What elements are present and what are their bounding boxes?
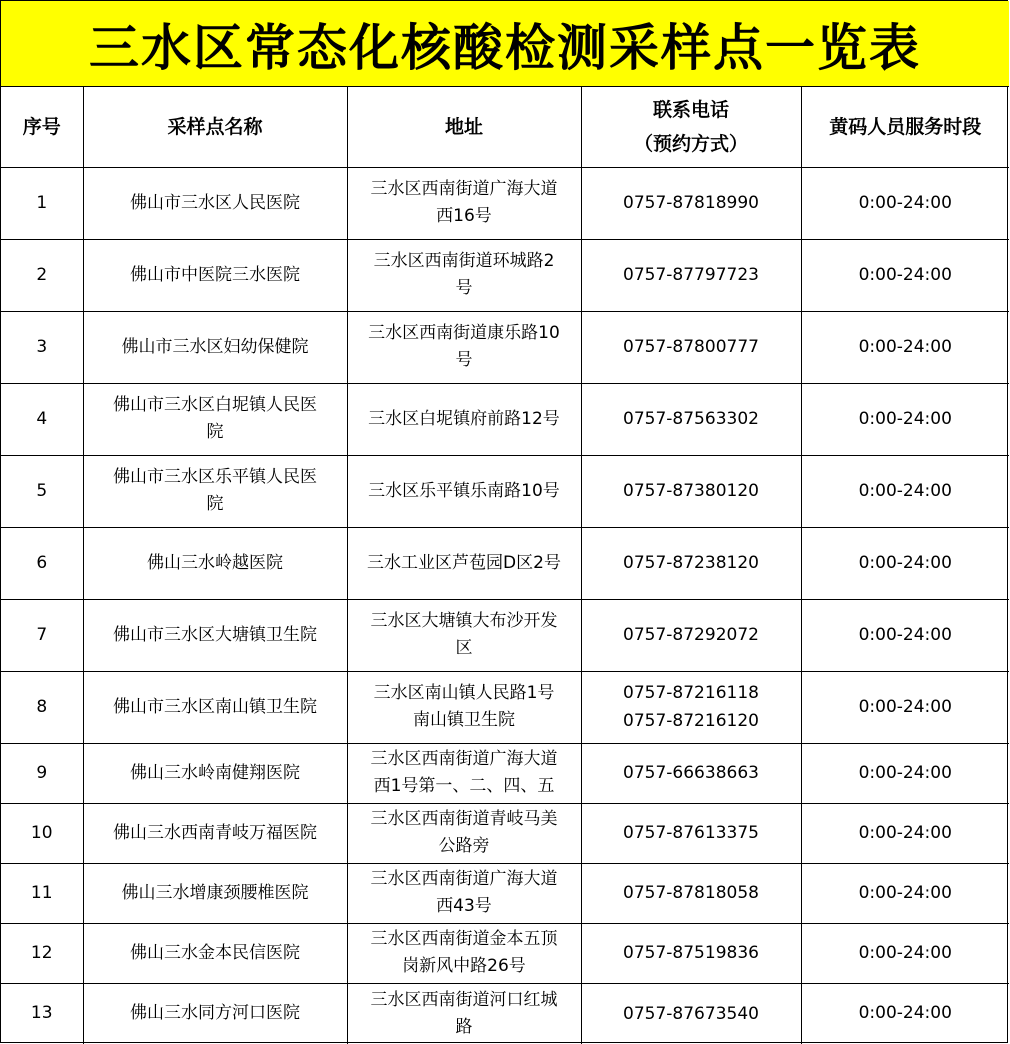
table-body [1,167,1009,1044]
row-number: 13 [1,983,83,1044]
site-address-line: 区 [455,638,473,658]
site-address [347,923,581,983]
site-address [347,599,581,671]
site-address-line: 三水区西南街道青岐马美 [370,809,558,829]
site-name-line: 院 [206,494,224,514]
site-name [83,983,347,1044]
site-name-line: 佛山市三水区南山镇卫生院 [113,696,317,717]
header-phone-line: （预约方式） [633,132,748,155]
site-address-line: 三水区西南街道河口红城 [370,989,558,1010]
header-site-name-line: 采样点名称 [167,115,263,138]
table-row [1,983,1009,1044]
sampling-sites-table [1,87,1009,1044]
site-name-line: 佛山市三水区乐平镇人民医 [113,467,317,487]
site-address [347,527,581,599]
row-number: 6 [1,527,83,599]
site-phone [581,455,801,527]
site-phone-line: 0757-87818990 [623,193,759,213]
site-phone [581,239,801,311]
site-name-line: 佛山三水增康颈腰椎医院 [121,882,309,903]
header-yellow-code-hours-line: 黄码人员服务时段 [829,115,982,138]
table-row [1,239,1009,311]
site-name-line: 佛山三水同方河口医院 [130,1003,300,1024]
site-name [83,527,347,599]
site-address-line: 三水区西南街道环城路2 [373,251,555,271]
row-number: 7 [1,599,83,671]
service-hours: 0:00-24:00 [801,863,1009,923]
site-phone-line: 0757-87216118 [623,683,759,703]
site-phone [581,803,801,863]
site-address [347,983,581,1044]
site-address [347,383,581,455]
table-row [1,167,1009,239]
site-phone-line: 0757-87673540 [623,1003,759,1024]
site-name [83,803,347,863]
row-number: 2 [1,239,83,311]
header-no [1,87,83,167]
service-hours: 0:00-24:00 [801,983,1009,1044]
site-phone-line: 0757-66638663 [623,763,759,783]
row-number: 3 [1,311,83,383]
site-address [347,311,581,383]
site-address-line: 南山镇卫生院 [413,710,515,730]
site-name [83,743,347,803]
site-phone [581,923,801,983]
site-phone [581,671,801,743]
row-number: 11 [1,863,83,923]
site-name [83,239,347,311]
site-address-line: 号 [455,278,473,298]
table-row [1,923,1009,983]
site-phone-line: 0757-87380120 [623,481,759,501]
site-address [347,743,581,803]
site-name [83,863,347,923]
header-phone [581,87,801,167]
site-phone [581,863,801,923]
table-header [1,87,1009,167]
table-row [1,599,1009,671]
site-address-line: 三水工业区芦苞园D区2号 [367,552,561,573]
service-hours: 0:00-24:00 [801,239,1009,311]
site-address-line: 西16号 [436,206,492,226]
site-address-line: 三水区西南街道广海大道 [370,869,558,889]
site-address-line: 三水区西南街道康乐路10 [368,323,560,343]
site-phone [581,983,801,1044]
site-phone-line: 0757-87292072 [623,625,759,645]
site-name-line: 佛山三水岭越医院 [147,552,283,573]
site-address-line: 路 [455,1016,473,1037]
table-row [1,671,1009,743]
site-address-line: 三水区西南街道广海大道 [370,179,558,199]
table-row [1,311,1009,383]
header-row [1,87,1009,167]
site-phone [581,167,801,239]
header-address-line: 地址 [444,115,483,138]
site-name [83,167,347,239]
site-name [83,599,347,671]
site-phone [581,383,801,455]
site-phone-line: 0757-87216120 [623,711,759,731]
site-phone [581,527,801,599]
table-row [1,527,1009,599]
site-name-line: 佛山市三水区妇幼保健院 [121,336,309,357]
site-address [347,239,581,311]
site-phone-line: 0757-87800777 [623,337,759,357]
row-number: 9 [1,743,83,803]
service-hours: 0:00-24:00 [801,923,1009,983]
site-name-line: 佛山市三水区白坭镇人民医 [113,395,317,415]
title-banner [1,1,1009,87]
service-hours: 0:00-24:00 [801,455,1009,527]
row-number: 1 [1,167,83,239]
site-name-line: 佛山三水西南青岐万福医院 [113,822,317,843]
site-name [83,671,347,743]
header-no-line: 序号 [22,115,61,138]
table-row [1,803,1009,863]
site-phone-line: 0757-87519836 [623,943,759,963]
site-name-line: 佛山市三水区大塘镇卫生院 [113,624,317,645]
site-phone-line: 0757-87613375 [623,823,759,843]
site-phone [581,599,801,671]
site-phone-line: 0757-87818058 [623,883,759,903]
table-row [1,743,1009,803]
site-phone-line: 0757-87563302 [623,409,759,429]
site-name [83,455,347,527]
row-number: 4 [1,383,83,455]
site-address-line: 岗新风中路26号 [402,956,526,976]
header-address [347,87,581,167]
site-phone [581,311,801,383]
site-address [347,671,581,743]
page-title: 三水区常态化核酸检测采样点一览表 [89,18,921,77]
site-address [347,863,581,923]
site-phone-line: 0757-87797723 [623,265,759,285]
site-address-line: 三水区西南街道金本五顶 [370,929,558,949]
site-name-line: 佛山三水岭南健翔医院 [130,762,300,783]
site-address-line: 三水区大塘镇大布沙开发 [370,611,558,631]
site-address-line: 号 [455,350,473,370]
site-name [83,311,347,383]
site-address-line: 西1号第一、二、四、五 [373,776,555,796]
header-site-name [83,87,347,167]
site-address [347,803,581,863]
service-hours: 0:00-24:00 [801,311,1009,383]
service-hours: 0:00-24:00 [801,527,1009,599]
row-number: 10 [1,803,83,863]
service-hours: 0:00-24:00 [801,803,1009,863]
site-name [83,383,347,455]
site-address-line: 三水区乐平镇乐南路10号 [368,480,560,501]
table-row [1,383,1009,455]
site-address-line: 公路旁 [438,836,490,856]
row-number: 8 [1,671,83,743]
site-name-line: 佛山市三水区人民医院 [130,192,300,213]
table-row [1,455,1009,527]
table-row [1,863,1009,923]
site-address [347,455,581,527]
service-hours: 0:00-24:00 [801,599,1009,671]
site-name [83,923,347,983]
service-hours: 0:00-24:00 [801,743,1009,803]
site-address-line: 西43号 [436,896,492,916]
site-name-line: 佛山市中医院三水医院 [130,264,300,285]
site-phone-line: 0757-87238120 [623,553,759,573]
site-address [347,167,581,239]
site-name-line: 佛山三水金本民信医院 [130,942,300,963]
header-phone-line: 联系电话 [652,98,729,121]
row-number: 5 [1,455,83,527]
site-address-line: 三水区西南街道广海大道 [370,749,558,769]
site-phone [581,743,801,803]
site-address-line: 三水区南山镇人民路1号 [373,683,555,703]
row-number: 12 [1,923,83,983]
service-hours: 0:00-24:00 [801,167,1009,239]
service-hours: 0:00-24:00 [801,671,1009,743]
site-name-line: 院 [206,422,224,442]
service-hours: 0:00-24:00 [801,383,1009,455]
header-yellow-code-hours [801,87,1009,167]
site-address-line: 三水区白坭镇府前路12号 [368,408,560,429]
